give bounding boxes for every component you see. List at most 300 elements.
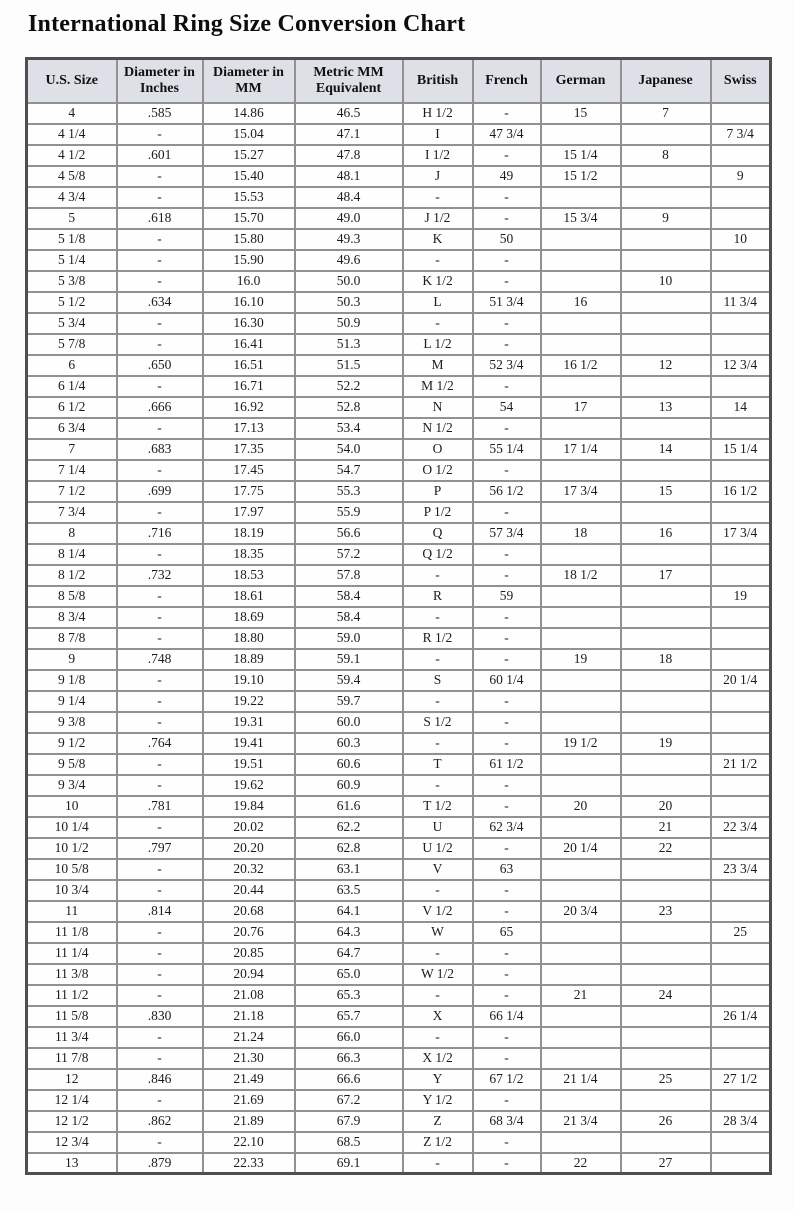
table-cell: 7 1/2 <box>27 481 117 502</box>
table-cell: - <box>473 1132 541 1153</box>
table-cell <box>541 1132 621 1153</box>
table-cell: 49.3 <box>295 229 403 250</box>
table-cell: 11 5/8 <box>27 1006 117 1027</box>
table-cell: - <box>403 1027 473 1048</box>
table-cell: 20 3/4 <box>541 901 621 922</box>
table-cell <box>541 964 621 985</box>
table-cell <box>621 124 711 145</box>
table-cell: .618 <box>117 208 203 229</box>
table-cell: 57.2 <box>295 544 403 565</box>
table-cell: - <box>403 880 473 901</box>
table-cell: 60.6 <box>295 754 403 775</box>
table-cell: 5 3/4 <box>27 313 117 334</box>
table-cell: - <box>117 460 203 481</box>
table-cell: 49 <box>473 166 541 187</box>
table-cell: 9 1/4 <box>27 691 117 712</box>
table-cell: 11 1/4 <box>27 943 117 964</box>
table-cell: 15 1/2 <box>541 166 621 187</box>
table-cell: 9 <box>27 649 117 670</box>
table-cell: - <box>473 103 541 124</box>
table-row <box>27 796 771 817</box>
table-cell <box>621 376 711 397</box>
table-cell: 52 3/4 <box>473 355 541 376</box>
table-cell: 17 3/4 <box>711 523 771 544</box>
table-cell: 19.10 <box>203 670 295 691</box>
table-cell: - <box>473 271 541 292</box>
table-cell: 28 3/4 <box>711 1111 771 1132</box>
table-cell: 12 3/4 <box>711 355 771 376</box>
table-cell: .748 <box>117 649 203 670</box>
table-cell: - <box>117 418 203 439</box>
table-cell <box>541 775 621 796</box>
table-cell: 15.80 <box>203 229 295 250</box>
table-cell: - <box>473 796 541 817</box>
table-cell: - <box>473 733 541 754</box>
table-cell: - <box>117 670 203 691</box>
table-cell: T <box>403 754 473 775</box>
table-cell: 50.3 <box>295 292 403 313</box>
table-cell <box>711 838 771 859</box>
table-cell <box>711 880 771 901</box>
table-cell: 7 <box>621 103 711 124</box>
table-cell <box>711 691 771 712</box>
table-cell: 20.44 <box>203 880 295 901</box>
table-cell: 62 3/4 <box>473 817 541 838</box>
table-cell: 17.13 <box>203 418 295 439</box>
table-row <box>27 544 771 565</box>
table-cell: 58.4 <box>295 586 403 607</box>
table-row <box>27 271 771 292</box>
table-cell <box>541 313 621 334</box>
table-cell <box>541 817 621 838</box>
table-cell: - <box>473 628 541 649</box>
table-cell: - <box>473 838 541 859</box>
table-cell: 19.22 <box>203 691 295 712</box>
table-cell: 16.41 <box>203 334 295 355</box>
table-cell: .699 <box>117 481 203 502</box>
table-cell: 21.08 <box>203 985 295 1006</box>
table-row <box>27 1027 771 1048</box>
table-cell <box>621 250 711 271</box>
table-cell: 56 1/2 <box>473 481 541 502</box>
table-row <box>27 922 771 943</box>
table-cell <box>621 502 711 523</box>
table-cell: 15 1/4 <box>711 439 771 460</box>
table-cell: 52.2 <box>295 376 403 397</box>
table-cell: - <box>473 691 541 712</box>
column-header: German <box>541 59 621 103</box>
table-cell: U <box>403 817 473 838</box>
table-cell <box>541 691 621 712</box>
table-cell: 59 <box>473 586 541 607</box>
table-cell: - <box>473 1153 541 1174</box>
table-cell <box>621 1048 711 1069</box>
table-cell: 17 1/4 <box>541 439 621 460</box>
table-cell: - <box>117 334 203 355</box>
table-cell: O 1/2 <box>403 460 473 481</box>
table-cell: .650 <box>117 355 203 376</box>
table-cell <box>711 1027 771 1048</box>
table-row <box>27 964 771 985</box>
table-cell: I 1/2 <box>403 145 473 166</box>
table-cell <box>541 250 621 271</box>
table-cell: - <box>117 250 203 271</box>
table-cell: 16.71 <box>203 376 295 397</box>
table-cell: H 1/2 <box>403 103 473 124</box>
table-cell: 62.8 <box>295 838 403 859</box>
table-cell <box>541 859 621 880</box>
table-cell: 16.51 <box>203 355 295 376</box>
table-cell: 18 <box>621 649 711 670</box>
table-cell <box>711 208 771 229</box>
table-row <box>27 1006 771 1027</box>
table-cell: S <box>403 670 473 691</box>
table-cell: 68.5 <box>295 1132 403 1153</box>
table-cell: 11 7/8 <box>27 1048 117 1069</box>
table-cell: 20 1/4 <box>541 838 621 859</box>
table-cell: 19.51 <box>203 754 295 775</box>
table-cell <box>711 544 771 565</box>
table-cell: 66.0 <box>295 1027 403 1048</box>
table-row <box>27 943 771 964</box>
table-cell <box>541 229 621 250</box>
table-cell: - <box>473 712 541 733</box>
table-cell: - <box>403 733 473 754</box>
table-cell: 66 1/4 <box>473 1006 541 1027</box>
table-cell: 61.6 <box>295 796 403 817</box>
table-cell: 21 <box>621 817 711 838</box>
table-cell: - <box>117 1132 203 1153</box>
table-cell: 60.3 <box>295 733 403 754</box>
table-cell: 63.1 <box>295 859 403 880</box>
table-cell: 20.02 <box>203 817 295 838</box>
table-cell: 22 3/4 <box>711 817 771 838</box>
table-row <box>27 481 771 502</box>
table-cell <box>541 124 621 145</box>
table-cell: 64.7 <box>295 943 403 964</box>
table-cell: 60 1/4 <box>473 670 541 691</box>
table-cell: 16 1/2 <box>541 355 621 376</box>
table-cell: 9 <box>711 166 771 187</box>
table-cell: - <box>117 985 203 1006</box>
table-cell: 7 1/4 <box>27 460 117 481</box>
table-cell: M <box>403 355 473 376</box>
table-cell: 17.97 <box>203 502 295 523</box>
table-cell: 49.0 <box>295 208 403 229</box>
table-cell: 47.1 <box>295 124 403 145</box>
table-cell: 60.0 <box>295 712 403 733</box>
table-cell: 9 3/4 <box>27 775 117 796</box>
table-cell: 48.1 <box>295 166 403 187</box>
table-cell: 50.0 <box>295 271 403 292</box>
table-cell: 53.4 <box>295 418 403 439</box>
column-header: Diameter in MM <box>203 59 295 103</box>
table-cell: - <box>117 1048 203 1069</box>
table-cell: 65.3 <box>295 985 403 1006</box>
table-cell: 20.20 <box>203 838 295 859</box>
table-cell <box>621 922 711 943</box>
table-cell: 57 3/4 <box>473 523 541 544</box>
table-row <box>27 649 771 670</box>
table-cell: 15 1/4 <box>541 145 621 166</box>
table-cell: .830 <box>117 1006 203 1027</box>
table-cell: 20.32 <box>203 859 295 880</box>
table-cell: X 1/2 <box>403 1048 473 1069</box>
table-row <box>27 124 771 145</box>
table-cell: R 1/2 <box>403 628 473 649</box>
table-cell: 4 <box>27 103 117 124</box>
table-cell: .797 <box>117 838 203 859</box>
table-cell: - <box>117 922 203 943</box>
table-cell <box>541 628 621 649</box>
table-cell: - <box>117 691 203 712</box>
table-cell: .764 <box>117 733 203 754</box>
table-cell: 50 <box>473 229 541 250</box>
table-cell <box>711 607 771 628</box>
table-row <box>27 712 771 733</box>
table-cell: 20 <box>541 796 621 817</box>
table-cell <box>541 586 621 607</box>
table-cell: 54.0 <box>295 439 403 460</box>
table-cell: 6 1/4 <box>27 376 117 397</box>
table-cell: 11 <box>27 901 117 922</box>
table-cell: 7 3/4 <box>711 124 771 145</box>
table-cell: 19.31 <box>203 712 295 733</box>
table-cell: 55.3 <box>295 481 403 502</box>
table-cell: .634 <box>117 292 203 313</box>
table-row <box>27 565 771 586</box>
table-cell <box>541 670 621 691</box>
table-row <box>27 208 771 229</box>
table-cell: 68 3/4 <box>473 1111 541 1132</box>
table-cell: 17.75 <box>203 481 295 502</box>
table-cell: 18 1/2 <box>541 565 621 586</box>
table-cell: 21.30 <box>203 1048 295 1069</box>
table-row <box>27 292 771 313</box>
table-cell: .683 <box>117 439 203 460</box>
table-cell <box>621 775 711 796</box>
table-cell <box>541 922 621 943</box>
table-cell: 13 <box>621 397 711 418</box>
table-cell: 10 <box>711 229 771 250</box>
table-row <box>27 817 771 838</box>
table-cell: - <box>117 817 203 838</box>
table-row <box>27 460 771 481</box>
table-cell: - <box>473 145 541 166</box>
table-cell <box>541 607 621 628</box>
table-cell: 22.10 <box>203 1132 295 1153</box>
table-cell <box>711 649 771 670</box>
table-cell: 18.69 <box>203 607 295 628</box>
table-cell: - <box>473 460 541 481</box>
table-cell: 16.10 <box>203 292 295 313</box>
table-cell: Q <box>403 523 473 544</box>
table-cell <box>711 628 771 649</box>
table-cell <box>621 187 711 208</box>
table-container <box>25 57 794 1175</box>
table-row <box>27 439 771 460</box>
table-cell: - <box>473 1048 541 1069</box>
table-cell: Z 1/2 <box>403 1132 473 1153</box>
table-cell: 9 1/8 <box>27 670 117 691</box>
table-cell: 12 1/4 <box>27 1090 117 1111</box>
table-cell: 8 7/8 <box>27 628 117 649</box>
table-body <box>27 103 771 1174</box>
table-cell: 22 <box>541 1153 621 1174</box>
table-cell: X <box>403 1006 473 1027</box>
table-cell: 21.69 <box>203 1090 295 1111</box>
table-cell: - <box>403 313 473 334</box>
table-cell <box>621 418 711 439</box>
table-cell: 25 <box>621 1069 711 1090</box>
table-cell: 24 <box>621 985 711 1006</box>
table-cell: 16 1/2 <box>711 481 771 502</box>
table-row <box>27 1153 771 1174</box>
table-cell <box>541 187 621 208</box>
table-cell: - <box>473 985 541 1006</box>
table-row <box>27 250 771 271</box>
table-cell: 55 1/4 <box>473 439 541 460</box>
table-cell: - <box>473 208 541 229</box>
table-cell <box>711 1090 771 1111</box>
table-cell: 59.7 <box>295 691 403 712</box>
table-cell <box>621 229 711 250</box>
table-cell <box>621 1027 711 1048</box>
table-row <box>27 628 771 649</box>
table-cell: 26 1/4 <box>711 1006 771 1027</box>
table-cell: 7 <box>27 439 117 460</box>
table-cell <box>711 796 771 817</box>
table-row <box>27 691 771 712</box>
table-cell: 16.30 <box>203 313 295 334</box>
table-cell <box>711 901 771 922</box>
table-cell: 15 <box>541 103 621 124</box>
table-cell <box>541 271 621 292</box>
table-cell: 59.4 <box>295 670 403 691</box>
table-cell: .732 <box>117 565 203 586</box>
table-cell <box>711 943 771 964</box>
table-cell: J <box>403 166 473 187</box>
table-cell: 16 <box>541 292 621 313</box>
table-cell: 15.53 <box>203 187 295 208</box>
table-cell: 20.94 <box>203 964 295 985</box>
table-cell: 54 <box>473 397 541 418</box>
table-cell: 9 1/2 <box>27 733 117 754</box>
table-cell: 14.86 <box>203 103 295 124</box>
table-cell: I <box>403 124 473 145</box>
table-cell: 17.35 <box>203 439 295 460</box>
table-cell: - <box>117 775 203 796</box>
table-cell: 50.9 <box>295 313 403 334</box>
table-cell: 27 1/2 <box>711 1069 771 1090</box>
table-cell: L <box>403 292 473 313</box>
table-cell: - <box>117 964 203 985</box>
table-cell: - <box>117 1027 203 1048</box>
table-cell: 15.40 <box>203 166 295 187</box>
table-cell: U 1/2 <box>403 838 473 859</box>
table-cell: 19 <box>711 586 771 607</box>
table-cell: 12 3/4 <box>27 1132 117 1153</box>
table-cell: 18.19 <box>203 523 295 544</box>
table-cell: 4 1/4 <box>27 124 117 145</box>
table-cell: - <box>117 880 203 901</box>
table-cell: 67.2 <box>295 1090 403 1111</box>
table-row <box>27 733 771 754</box>
column-header: Japanese <box>621 59 711 103</box>
table-cell: - <box>117 859 203 880</box>
table-cell: 18.61 <box>203 586 295 607</box>
table-cell: 67.9 <box>295 1111 403 1132</box>
table-cell: 15.27 <box>203 145 295 166</box>
table-cell <box>711 187 771 208</box>
table-cell: W 1/2 <box>403 964 473 985</box>
table-cell <box>711 334 771 355</box>
table-cell: 20.85 <box>203 943 295 964</box>
table-cell: 56.6 <box>295 523 403 544</box>
table-cell: 17 3/4 <box>541 481 621 502</box>
table-cell: - <box>117 187 203 208</box>
table-cell: 16.0 <box>203 271 295 292</box>
table-cell: 14 <box>621 439 711 460</box>
table-cell <box>711 103 771 124</box>
table-cell <box>621 943 711 964</box>
table-row <box>27 355 771 376</box>
table-cell: 11 1/2 <box>27 985 117 1006</box>
table-cell: 5 3/8 <box>27 271 117 292</box>
table-cell: - <box>117 943 203 964</box>
table-cell <box>541 334 621 355</box>
table-cell: .585 <box>117 103 203 124</box>
table-cell: 21 3/4 <box>541 1111 621 1132</box>
table-cell: T 1/2 <box>403 796 473 817</box>
table-cell: 60.9 <box>295 775 403 796</box>
table-cell: 11 3/4 <box>711 292 771 313</box>
table-row <box>27 607 771 628</box>
table-cell: 5 1/2 <box>27 292 117 313</box>
table-row <box>27 985 771 1006</box>
table-row <box>27 418 771 439</box>
table-cell: 54.7 <box>295 460 403 481</box>
table-cell: - <box>473 376 541 397</box>
table-cell: 47.8 <box>295 145 403 166</box>
table-cell: - <box>117 607 203 628</box>
table-cell: 51 3/4 <box>473 292 541 313</box>
table-cell <box>621 607 711 628</box>
column-header: Diameter in Inches <box>117 59 203 103</box>
table-cell: 8 1/2 <box>27 565 117 586</box>
table-cell: 21 1/2 <box>711 754 771 775</box>
table-cell <box>541 1006 621 1027</box>
table-row <box>27 502 771 523</box>
table-row <box>27 313 771 334</box>
table-cell: - <box>117 502 203 523</box>
table-cell <box>711 376 771 397</box>
table-cell: 10 3/4 <box>27 880 117 901</box>
table-cell: 46.5 <box>295 103 403 124</box>
table-cell: S 1/2 <box>403 712 473 733</box>
table-cell: 27 <box>621 1153 711 1174</box>
table-cell: - <box>473 502 541 523</box>
table-cell: 22 <box>621 838 711 859</box>
table-cell: 69.1 <box>295 1153 403 1174</box>
table-cell: Z <box>403 1111 473 1132</box>
table-row <box>27 775 771 796</box>
table-cell: - <box>473 943 541 964</box>
table-cell: 10 5/8 <box>27 859 117 880</box>
table-cell: 7 3/4 <box>27 502 117 523</box>
table-cell: 19.62 <box>203 775 295 796</box>
table-cell: 12 <box>27 1069 117 1090</box>
